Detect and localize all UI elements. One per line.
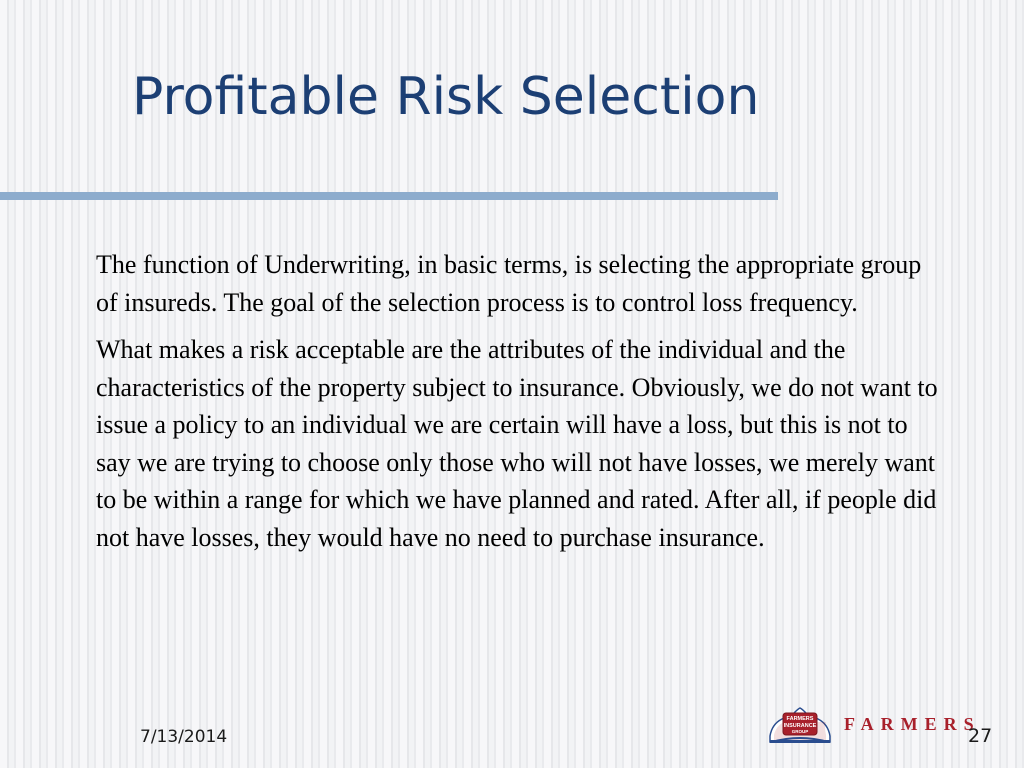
farmers-insurance-group-shield-icon	[768, 706, 832, 744]
slide-body	[96, 246, 946, 556]
emblem-text-line-1: FARMERS	[786, 716, 814, 722]
title-underline-bar	[0, 192, 778, 200]
farmers-wordmark: FARMERS	[844, 714, 981, 734]
body-paragraph-1: The function of Underwriting, in basic terms, is selecting the appropriate group of insureds. The goal of the selection process is to control loss frequency.	[96, 250, 922, 317]
body-paragraph-2: What makes a risk acceptable are the attributes of the individual and the characteristics of the property subject to insurance. Obviously, we do not want to issue a policy to an individual we are certain will have a loss, but this is not to say we are trying to choose only those who will not have losses, we merely want to be within a range for which we have planned and rated. After all, if people did not have losses, they would have no need to purchase insurance.	[96, 335, 938, 552]
slide-page-number: 27	[968, 725, 993, 747]
slide-title: Profitable Risk Selection	[132, 67, 760, 127]
footer-date: 7/13/2014	[140, 727, 228, 747]
emblem-text-line-3: GROUP	[791, 729, 809, 734]
farmers-logo	[764, 706, 981, 744]
emblem-text-line-2: INSURANCE	[783, 723, 817, 729]
